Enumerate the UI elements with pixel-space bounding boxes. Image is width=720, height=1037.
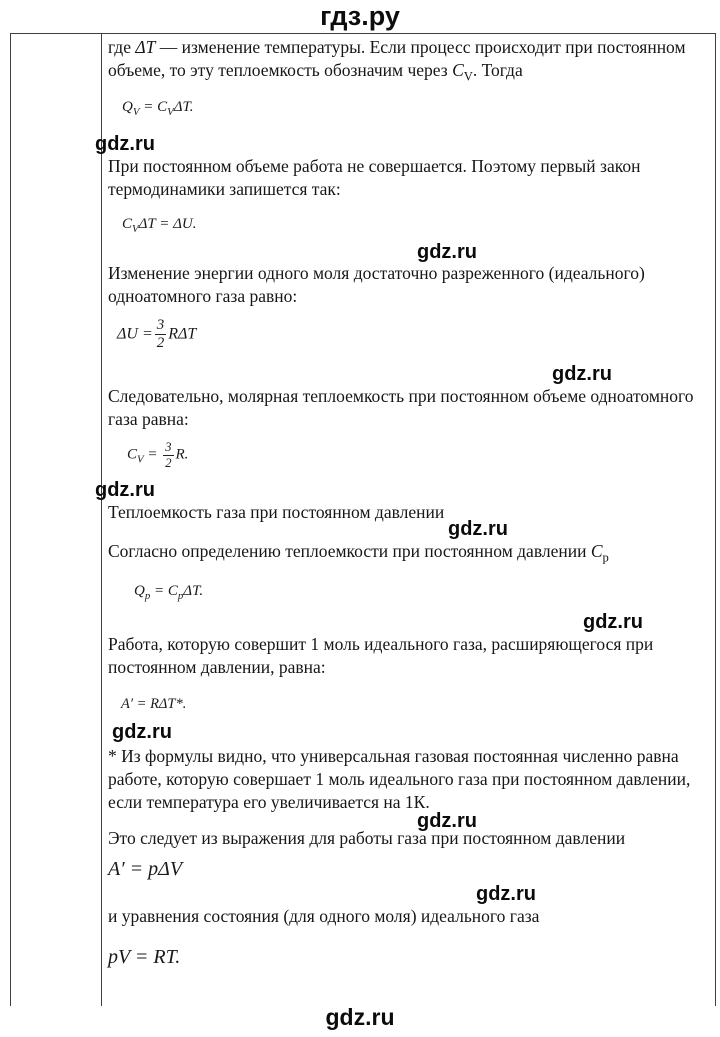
formula-term: ΔT. [183,583,204,599]
site-title: гдз.ру [320,1,400,31]
gdz-watermark: gdz.ru [417,241,477,263]
paragraph-molar-heat-capacity: Следовательно, молярная теплоемкость при постоянном объеме одноатомного газа равна: [108,386,694,429]
paragraph-cp-definition [108,540,714,570]
formula-qv-cvdt [122,99,194,118]
gdz-watermark: gdz.ru [552,363,612,385]
formula-term: ΔT. [173,99,194,115]
inline-var-delta-t: ΔT [135,37,156,57]
paragraph-text: Согласно определению теплоемкости при постоянном давлении [108,541,591,561]
paragraph-text: где [108,37,136,57]
gdz-watermark: gdz.ru [95,133,155,155]
formula-cvdt-du [122,216,197,235]
formula-term: = [139,99,158,115]
fraction [163,441,173,470]
formula-term: = [143,446,162,463]
formula-term: Q [134,583,145,599]
gdz-watermark: gdz.ru [476,883,536,905]
formula-sub: p [177,590,184,602]
formula-term: ΔU = [117,325,153,343]
formula-term: RΔT [168,325,197,343]
paragraph-follows-from-expression: Это следует из выражения для работы газа при постоянном давлении [108,828,626,848]
formula-term: C [122,216,133,232]
paragraph-delta-t-definition [108,36,714,89]
footer-logo: gdz.ru [325,1004,395,1030]
paragraph-footnote-gas-constant: * Из формулы видно, что универсальная газовая постоянная численно равна работе, которую совершает 1 моль идеального газа при постоянном давлении, если температура его увеличивается на 1К. [108,746,691,812]
table-column-divider [101,34,102,1006]
gdz-watermark: gdz.ru [95,479,155,501]
formula-term: C [127,446,138,463]
formula-term: = [150,583,168,599]
formula-sub: V [132,106,140,118]
formula-term: C [157,99,168,115]
paragraph-first-law: При постоянном объеме работа не совершается. Поэтому первый закон термодинамики запишется так: [108,156,641,199]
fraction-numerator: 3 [155,318,167,335]
inline-var-c: C [452,60,464,80]
inline-var-c-sub: p [602,550,609,565]
gdz-watermark: gdz.ru [417,810,477,832]
fraction-numerator: 3 [165,440,172,454]
formula-a-pdv: A′ = pΔV [108,858,183,880]
gdz-watermark: gdz.ru [583,611,643,633]
formula-term: ΔT = ΔU. [138,216,197,232]
formula-cv-32r [127,441,188,470]
formula-a-rdt: A′ = RΔT*. [121,696,187,712]
formula-term: R. [175,446,189,463]
formula-term: C [167,583,178,599]
formula-term: Q [122,99,133,115]
gdz-watermark: gdz.ru [112,721,172,743]
inline-var-c: C [590,541,603,561]
fraction [155,318,167,352]
paragraph-text: — изменение температуры. Если процесс происходит при постоянном объеме, то эту теплоемкость обозначим через [108,37,686,80]
formula-sub: V [167,106,174,118]
formula-qp-cpdt [134,583,203,602]
formula-sub: p [144,590,151,602]
paragraph-work-one-mole: Работа, которую совершит 1 моль идеального газа, расширяющегося при постоянном давлении, равна: [108,634,654,677]
gdz-watermark: gdz.ru [448,518,508,540]
paragraph-heat-capacity-pressure-heading: Теплоемкость газа при постоянном давлении [108,502,445,522]
paragraph-state-equation: и уравнения состояния (для одного моля) идеального газа [108,906,540,926]
formula-pv-rt: pV = RT. [108,946,181,968]
fraction-denominator: 2 [165,455,172,470]
formula-du-32rdt [117,318,196,352]
formula-sub: V [137,453,144,466]
paragraph-energy-change: Изменение энергии одного моля достаточно разреженного (идеального) одноатомного газа равно: [108,263,645,306]
formula-sub: V [132,223,139,235]
paragraph-text: . Тогда [472,60,523,80]
inline-var-c-sub: V [463,69,473,84]
fraction-denominator: 2 [156,335,165,352]
